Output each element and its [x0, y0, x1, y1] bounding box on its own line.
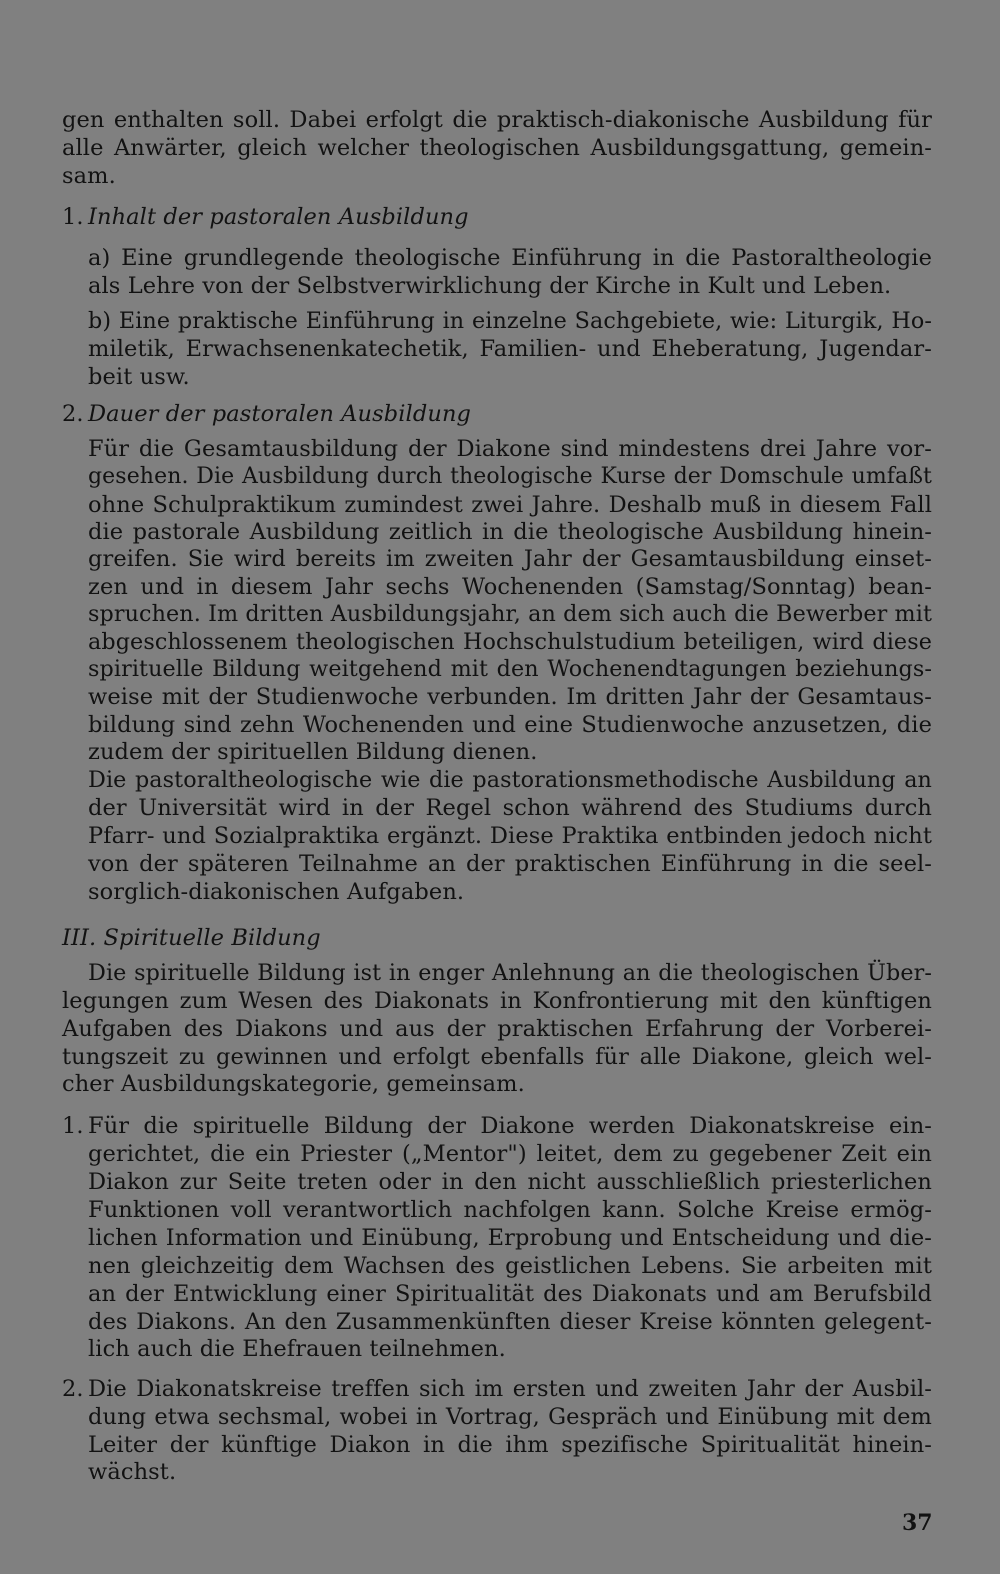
- text-line: ohne Schulpraktikum zumindest zwei Jahre. Deshalb muß in diesem Fall: [88, 492, 932, 518]
- text-line: tungszeit zu gewinnen und erfolgt ebenfalls für alle Diakone, gleich wel-: [62, 1044, 932, 1070]
- text-line: gesehen. Die Ausbildung durch theologische Kurse der Domschule umfaßt: [88, 464, 932, 489]
- text-line: gen enthalten soll. Dabei erfolgt die praktisch-diakonische Ausbildung für: [62, 107, 932, 133]
- text-line: die pastorale Ausbildung zeitlich in die theologische Ausbildung hinein-: [88, 519, 932, 545]
- text-line: zen und in diesem Jahr sechs Wochenenden (Samstag/Sonntag) bean-: [88, 574, 932, 600]
- text-line: Diakon zur Seite treten oder in den nicht ausschließlich priesterlichen: [88, 1169, 932, 1195]
- list-number: 2.: [62, 1376, 84, 1402]
- text-line: alle Anwärter, gleich welcher theologischen Ausbildungsgattung, gemein-: [62, 135, 932, 161]
- section-number: 1.: [62, 204, 84, 230]
- text-line: Leiter der künftige Diakon in die ihm spezifische Spiritualität hinein-: [88, 1432, 932, 1458]
- text-line: des Diakons. An den Zusammenkünften dieser Kreise könnten gelegent-: [88, 1309, 932, 1335]
- section-heading: Dauer der pastoralen Ausbildung: [88, 401, 472, 427]
- text-line: lich auch die Ehefrauen teilnehmen.: [88, 1336, 506, 1362]
- text-line: Funktionen voll verantwortlich nachfolgen kann. Solche Kreise ermög-: [88, 1197, 932, 1223]
- text-line: Die Diakonatskreise treffen sich im ersten und zweiten Jahr der Ausbil-: [88, 1376, 932, 1402]
- text-line: an der Entwicklung einer Spiritualität des Diakonats und am Berufsbild: [88, 1281, 932, 1307]
- text-line: zudem der spirituellen Bildung dienen.: [88, 739, 538, 765]
- text-line: sam.: [62, 163, 116, 189]
- list-number: 1.: [62, 1113, 84, 1139]
- text-line: legungen zum Wesen des Diakonats in Konfrontierung mit den künftigen: [62, 988, 932, 1014]
- text-line: bildung sind zehn Wochenenden und eine Studienwoche anzusetzen, die: [88, 712, 932, 738]
- text-line: Pfarr- und Sozialpraktika ergänzt. Diese Praktika entbinden jedoch nicht: [88, 823, 932, 849]
- text-line: Für die spirituelle Bildung der Diakone werden Diakonatskreise ein-: [88, 1113, 932, 1139]
- text-line: spruchen. Im dritten Ausbildungsjahr, an dem sich auch die Bewerber mit: [88, 601, 932, 627]
- text-line: cher Ausbildungskategorie, gemeinsam.: [62, 1071, 525, 1097]
- text-line: miletik, Erwachsenenkatechetik, Familien- und Eheberatung, Jugendar-: [88, 336, 932, 362]
- text-line: weise mit der Studienwoche verbunden. Im dritten Jahr der Gesamtaus-: [88, 684, 932, 710]
- section-heading: Inhalt der pastoralen Ausbildung: [88, 204, 469, 230]
- text-line: nen gleichzeitig dem Wachsen des geistlichen Lebens. Sie arbeiten mit: [88, 1253, 932, 1279]
- section-heading: III. Spirituelle Bildung: [62, 925, 321, 951]
- text-line: spirituelle Bildung weitgehend mit den Wochenendtagungen beziehungs-: [88, 656, 932, 682]
- text-line: Aufgaben des Diakons und aus der praktischen Erfahrung der Vorberei-: [62, 1016, 932, 1042]
- text-line: wächst.: [88, 1459, 177, 1485]
- text-line: b) Eine praktische Einführung in einzelne Sachgebiete, wie: Liturgik, Ho-: [88, 308, 932, 334]
- text-line: der Universität wird in der Regel schon während des Studiums durch: [88, 795, 932, 821]
- text-line: dung etwa sechsmal, wobei in Vortrag, Gespräch und Einübung mit dem: [88, 1404, 932, 1430]
- text-line: gerichtet, die ein Priester („Mentor") leitet, dem zu gegebener Zeit ein: [88, 1141, 932, 1167]
- text-line: als Lehre von der Selbstverwirklichung der Kirche in Kult und Leben.: [88, 273, 892, 299]
- text-line: lichen Information und Einübung, Erprobung und Entscheidung und die-: [88, 1225, 932, 1251]
- text-line: Für die Gesamtausbildung der Diakone sind mindestens drei Jahre vor-: [88, 436, 932, 462]
- text-line: von der späteren Teilnahme an der praktischen Einführung in die seel-: [88, 851, 932, 877]
- text-line: Die pastoraltheologische wie die pastorationsmethodische Ausbildung an: [88, 767, 932, 793]
- text-line: greifen. Sie wird bereits im zweiten Jahr der Gesamtausbildung einset-: [88, 546, 932, 572]
- text-line: beit usw.: [88, 364, 190, 390]
- page-number: 37: [902, 1510, 933, 1536]
- text-line: a) Eine grundlegende theologische Einführung in die Pastoraltheologie: [88, 245, 932, 271]
- text-line: Die spirituelle Bildung ist in enger Anlehnung an die theologischen Über-: [88, 960, 932, 986]
- text-line: sorglich-diakonischen Aufgaben.: [88, 879, 465, 905]
- text-line: abgeschlossenem theologischen Hochschulstudium beteiligen, wird diese: [88, 629, 932, 655]
- section-number: 2.: [62, 401, 84, 427]
